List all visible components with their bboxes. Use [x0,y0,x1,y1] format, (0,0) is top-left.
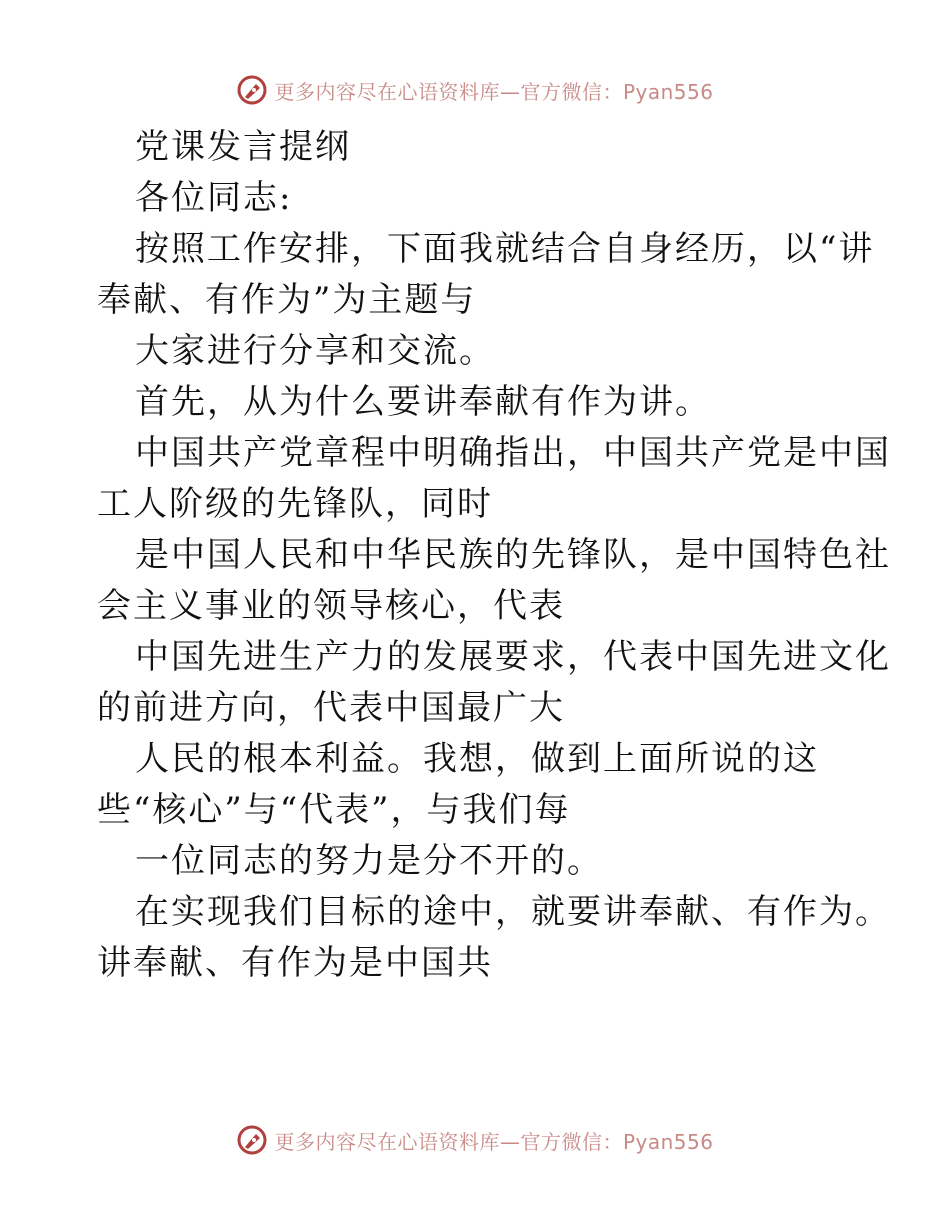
text-line: 会主义事业的领导核心，代表 [97,586,565,626]
text-line: 按照工作安排，下面我就结合自身经历，以“讲 [135,229,875,269]
text-line: 中国共产党章程中明确指出，中国共产党是中国 [135,433,891,473]
text-line: 大家进行分享和交流。 [135,331,495,371]
text-line: 些“核心”与“代表”，与我们每 [97,790,571,830]
text-line: 一位同志的努力是分不开的。 [135,841,603,881]
document-body [97,122,891,989]
text-line: 各位同志: [135,178,293,218]
text-line: 党课发言提纲 [135,127,351,167]
pen-nib-circle-icon [236,74,268,106]
text-line: 首先，从为什么要讲奉献有作为讲。 [135,382,711,422]
header-watermark [0,70,950,110]
watermark-text: 更多内容尽在心语资料库—官方微信：Pyan556 [274,79,714,104]
text-line: 讲奉献、有作为是中国共 [97,943,493,983]
watermark-text: 更多内容尽在心语资料库—官方微信：Pyan556 [274,1129,714,1154]
pen-nib-circle-icon [236,1124,268,1156]
text-line: 工人阶级的先锋队，同时 [97,484,493,524]
text-line: 的前进方向，代表中国最广大 [97,688,565,728]
text-line: 中国先进生产力的发展要求，代表中国先进文化 [135,637,891,677]
text-line: 是中国人民和中华民族的先锋队，是中国特色社 [135,535,891,575]
footer-watermark [0,1120,950,1160]
text-line: 在实现我们目标的途中，就要讲奉献、有作为。 [135,892,891,932]
text-line: 奉献、有作为”为主题与 [97,280,477,320]
text-line: 人民的根本利益。我想，做到上面所说的这 [135,739,819,779]
